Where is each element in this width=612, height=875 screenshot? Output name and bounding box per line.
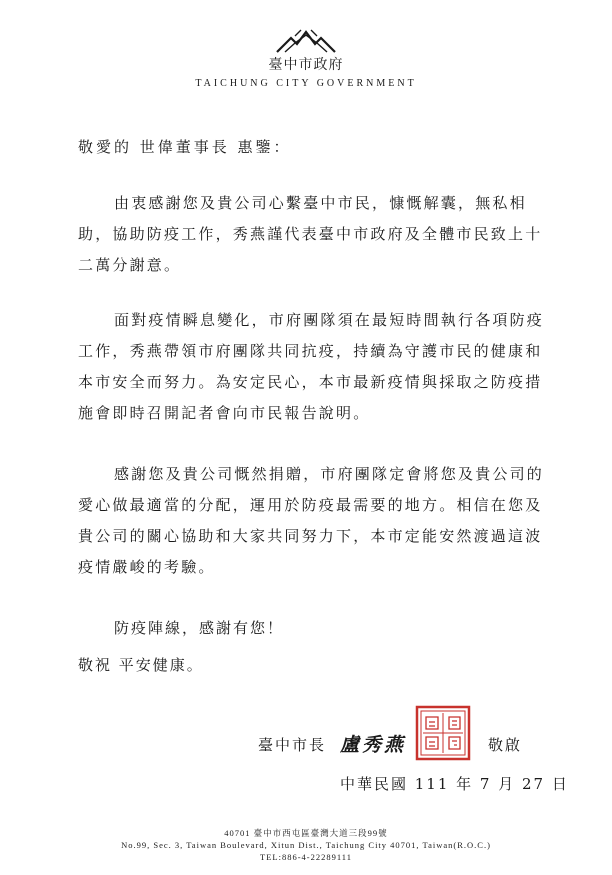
taichung-logo-icon	[271, 26, 341, 56]
blessing: 敬祝 平安健康。	[78, 656, 204, 674]
paragraph-2: 面對疫情瞬息變化，市府團隊須在最短時間執行各項防疫工作，秀燕帶領市府團隊共同抗疫，持續為守護市民的健康和本市安全而努力。為安定民心，本市最新疫情與採取之防疫措施會即時召開記者會向市民報告說明。	[78, 311, 545, 422]
footer-tel: TEL:886-4-22289111	[260, 852, 352, 862]
respect-closing: 敬啟	[488, 736, 523, 754]
salutation: 敬愛的 世偉董事長 惠鑒：	[78, 138, 292, 156]
signer-name: 盧秀燕	[340, 734, 407, 756]
official-seal-icon	[415, 705, 471, 761]
org-name-en: TAICHUNG CITY GOVERNMENT	[195, 78, 417, 89]
footer-address-en: No.99, Sec. 3, Taiwan Boulevard, Xitun Dist., Taichung City 40701, Taiwan(R.O.C.)	[121, 840, 491, 850]
letterhead	[0, 26, 612, 90]
paragraph-3: 感謝您及貴公司慨然捐贈，市府團隊定會將您及貴公司的愛心做最適當的分配，運用於防疫最需要的地方。相信在您及貴公司的關心協助和大家共同努力下，本市定能安然渡過這波疫情嚴峻的考驗。	[78, 465, 545, 576]
footer	[0, 827, 612, 863]
footer-address-cn: 40701 臺中市西屯區臺灣大道三段99號	[224, 828, 388, 838]
closing-line: 防疫陣線，感謝有您！	[114, 619, 285, 637]
paragraph-1: 由衷感謝您及貴公司心繫臺中市民，慷慨解囊，無私相助，協助防疫工作，秀燕謹代表臺中市政府及全體市民致上十二萬分謝意。	[78, 194, 543, 274]
signer-title: 臺中市長	[258, 736, 327, 754]
org-name-cn: 臺中市政府	[268, 57, 344, 73]
letter-date: 中華民國 111 年 7 月 27 日	[340, 775, 569, 793]
